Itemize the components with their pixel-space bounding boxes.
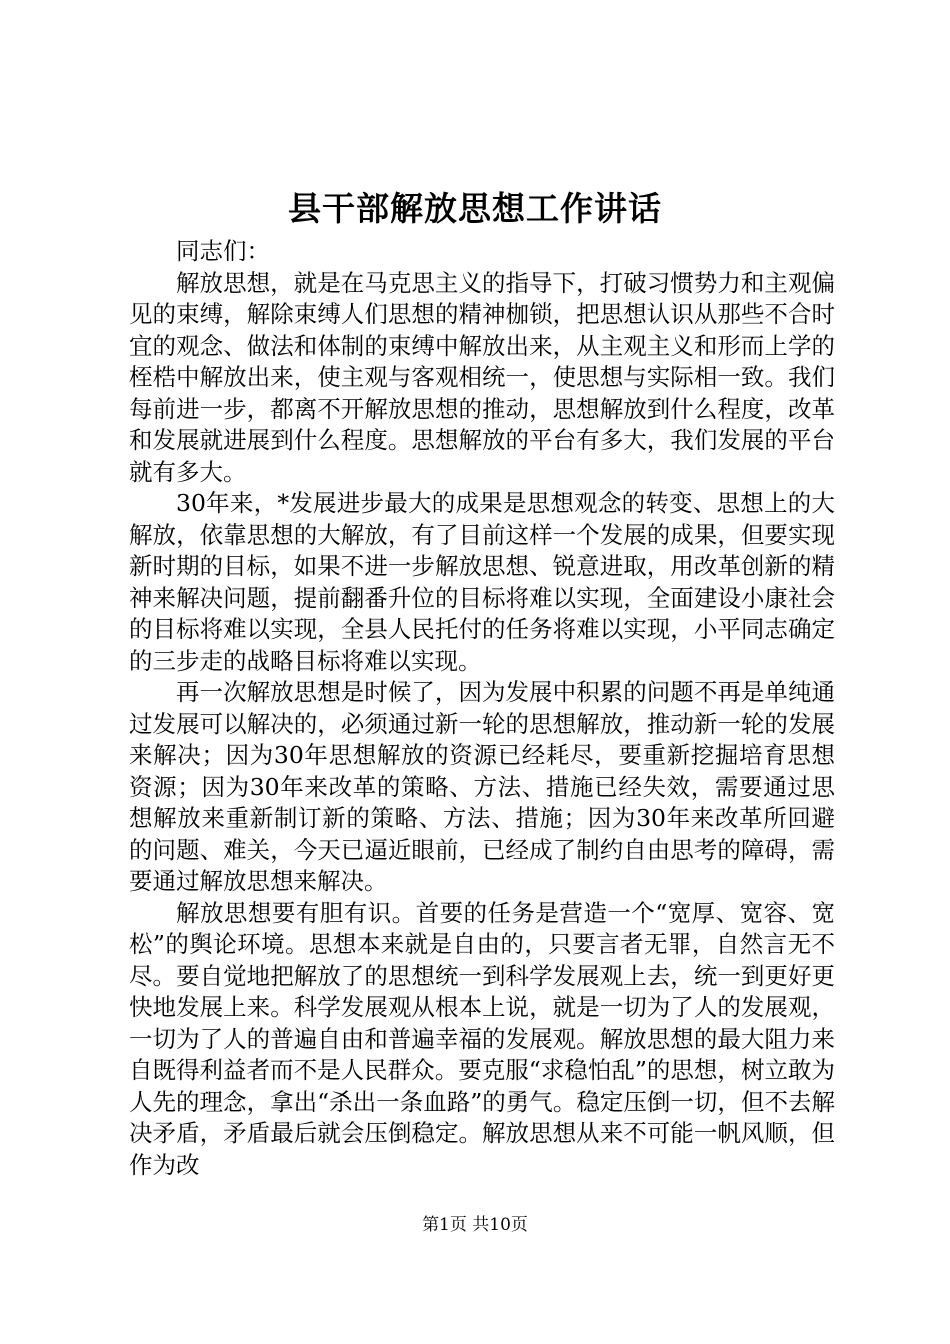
paragraph-4: 解放思想要有胆有识。首要的任务是营造一个“宽厚、宽容、宽松”的舆论环境。思想本来就是自由的，只要言者无罪，自然言无不尽。要自觉地把解放了的思想统一到科学发展观上去，统一到更好更快地发展上来。科学发展观从根本上说，就是一切为了人的发展观，一切为了人的普遍自由和普遍幸福的发展观。解放思想的最大阻力来自既得利益者而不是人民群众。要克服“求稳怕乱”的思想，树立敢为人先的理念，拿出“杀出一条血路”的勇气。稳定压倒一切，但不去解决矛盾，矛盾最后就会压倒稳定。解放思想从来不可能一帆风顺，但作为改 bbox=[129, 898, 835, 1179]
paragraph-3: 再一次解放思想是时候了，因为发展中积累的问题不再是单纯通过发展可以解决的，必须通过新一轮的思想解放，推动新一轮的发展来解决；因为30年思想解放的资源已经耗尽，要重新挖掘培育思想资源；因为30年来改革的策略、方法、措施已经失效，需要通过思想解放来重新制订新的策略、方法、措施；因为30年来改革所回避的问题、难关，今天已逼近眼前，已经成了制约自由思考的障碍，需要通过解放思想来解决。 bbox=[129, 678, 835, 895]
document-body bbox=[129, 236, 835, 1181]
salutation: 同志们： bbox=[176, 237, 270, 265]
page-number-footer: 第1页 共10页 bbox=[422, 1215, 528, 1235]
document-title: 县干部解放思想工作讲话 bbox=[288, 189, 662, 228]
paragraph-2: 30年来，*发展进步最大的成果是思想观念的转变、思想上的大解放，依靠思想的大解放，有了目前这样一个发展的成果，但要实现新时期的目标，如果不进一步解放思想、锐意进取，用改革创新的精神来解决问题，提前翻番升位的目标将难以实现，全面建设小康社会的目标将难以实现，全县人民托付的任务将难以实现，小平同志确定的三步走的战略目标将难以实现。 bbox=[129, 489, 835, 675]
paragraph-1: 解放思想，就是在马克思主义的指导下，打破习惯势力和主观偏见的束缚，解除束缚人们思想的精神枷锁，把思想认识从那些不合时宜的观念、做法和体制的束缚中解放出来，从主观主义和形而上学的桎梏中解放出来，使主观与客观相统一，使思想与实际相一致。我们每前进一步，都离不开解放思想的推动，思想解放到什么程度，改革和发展就进展到什么程度。思想解放的平台有多大，我们发展的平台就有多大。 bbox=[129, 268, 835, 486]
